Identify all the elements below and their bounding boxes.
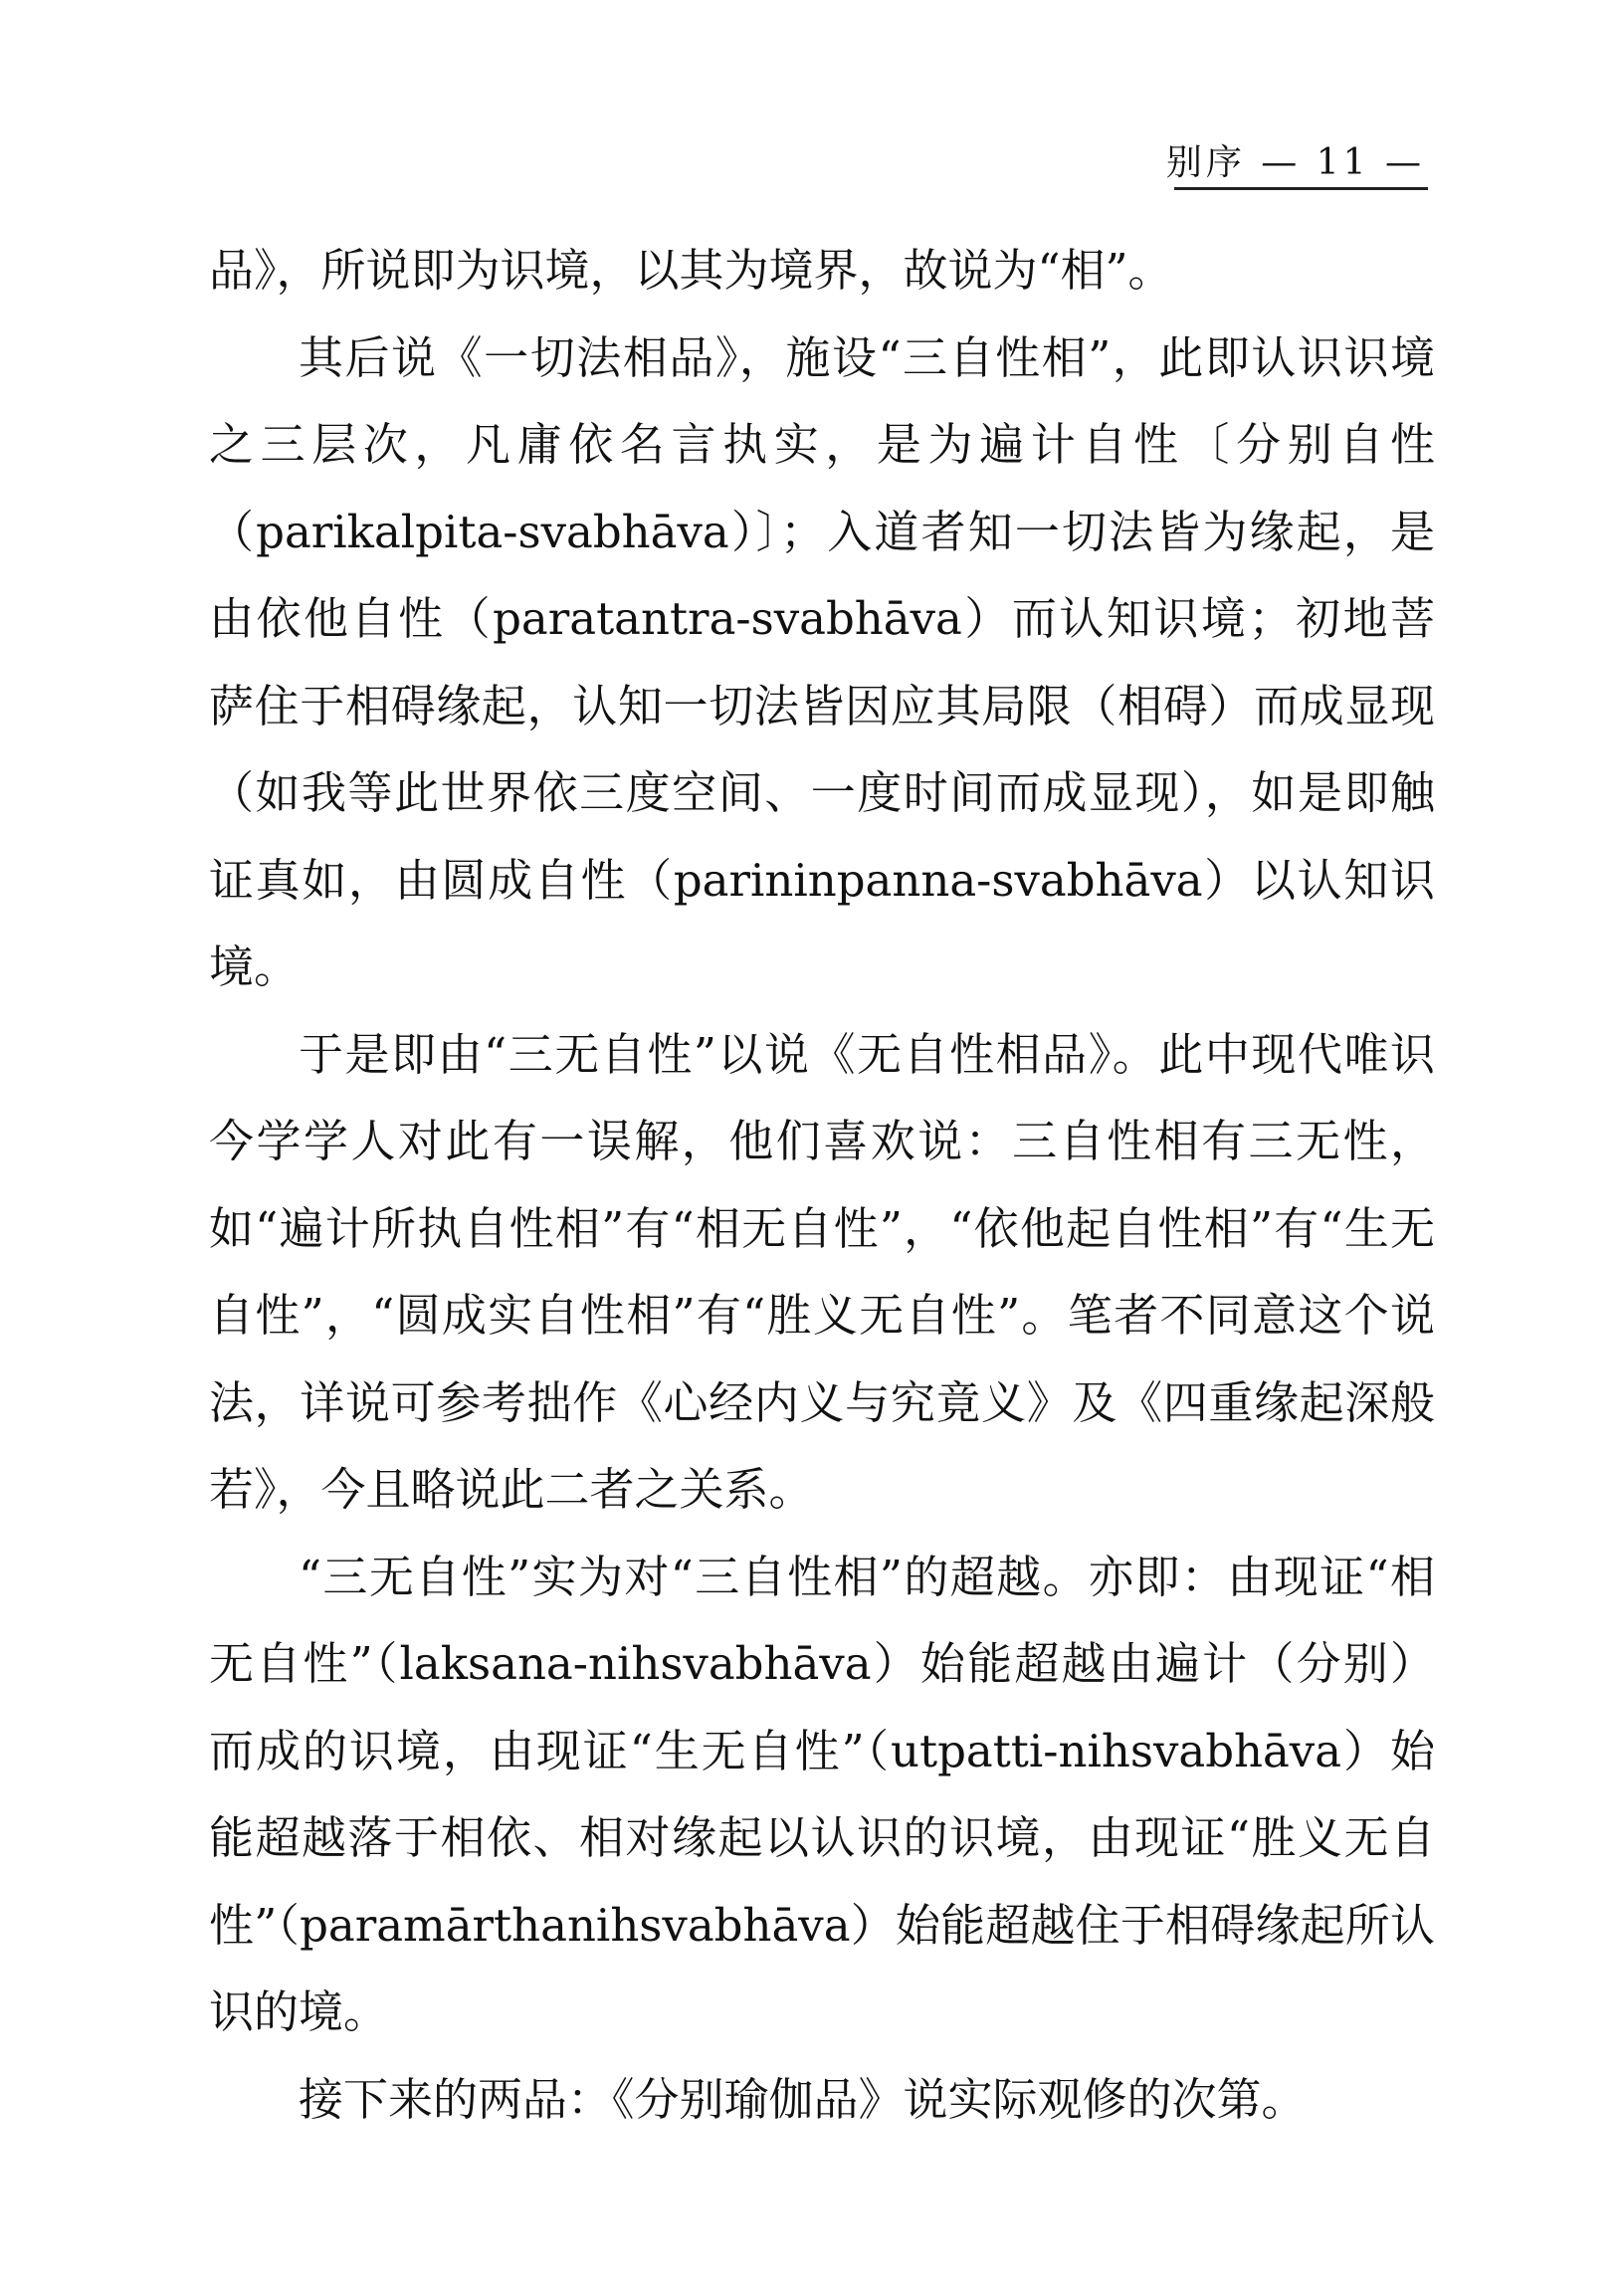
header-rule [1174,187,1428,190]
running-header: 别序 — 11 — [1165,142,1425,183]
paragraph-5: 接下来的两品：《分别瑜伽品》说实际观修的次第。 [299,2072,1307,2126]
paragraph-2: 其后说《一切法相品》，施设“三自性相”，此即认识识境之三层次，凡庸依名言执实，是为遍计自性〔分别自性（parikalpita-svabhāva）〕；入道者知一切法皆为缘起，是由依他自性（paratantra-svabhāva）而认知识境；初地菩萨住于相碍缘起，认知一切法皆因应其局限（相碍）而成显现（如我等此世界依三度空间、一度时间而成显现），如是即触证真如，由圆成自性（parininpanna-svabhāva）以认知识境。 [209,330,1435,993]
paragraph-3: 于是即由“三无自性”以说《无自性相品》。此中现代唯识今学学人对此有一误解，他们喜欢说：三自性相有三无性，如“遍计所执自性相”有“相无自性”，“依他起自性相”有“生无自性”，“圆成实自性相”有“胜义无自性”。笔者不同意这个说法，详说可参考拙作《心经内义与究竟义》及《四重缘起深般若》，今且略说此二者之关系。 [209,1027,1435,1516]
body-text [209,227,1435,2143]
paragraph-4: “三无自性”实为对“三自性相”的超越。亦即：由现证“相无自性”（laksana-nihsvabhāva）始能超越由遍计（分别）而成的识境，由现证“生无自性”（utpatti-nihsvabhāva）始能超越落于相依、相对缘起以认识的识境，由现证“胜义无自性”（paramārthanihsvabhāva）始能超越住于相碍缘起所认识的境。 [209,1550,1435,2038]
paragraph-1: 品》，所说即为识境，以其为境界，故说为“相”。 [209,244,1173,297]
